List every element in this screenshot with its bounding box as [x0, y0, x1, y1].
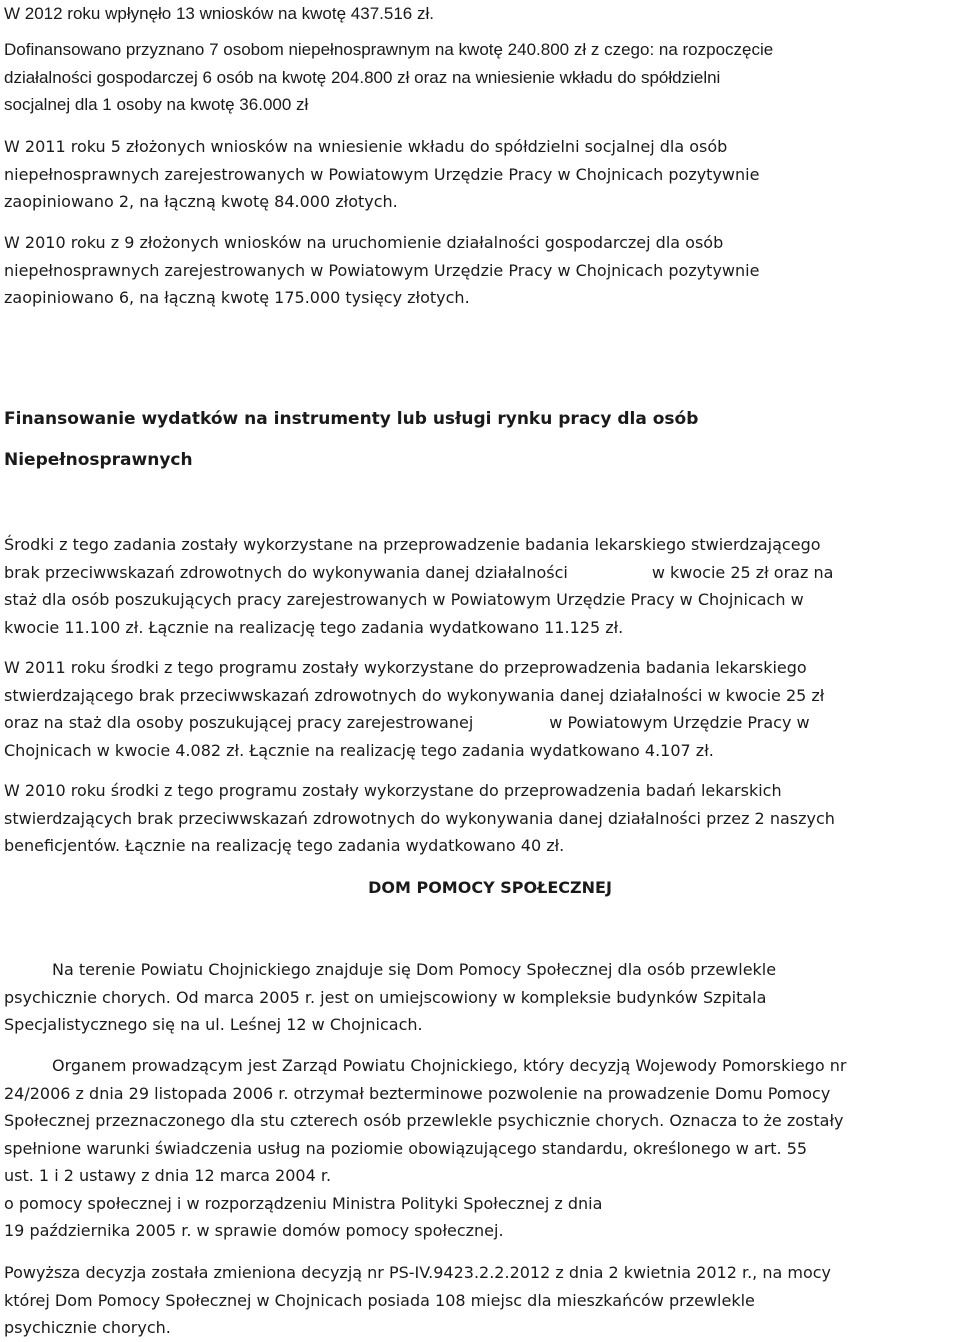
text-line: staż dla osób poszukujących pracy zarejestrowanych w Powiatowym Urzędzie Pracy w Chojnicach w [4, 590, 804, 609]
text-line: psychicznie chorych. Od marca 2005 r. jest on umiejscowiony w kompleksie budynków Szpitala [4, 987, 767, 1007]
text-line: niepełnosprawnych zarejestrowanych w Powiatowym Urzędzie Pracy w Chojnicach pozytywnie [4, 164, 760, 184]
text-line: Środki z tego zadania zostały wykorzystane na przeprowadzenie badania lekarskiego stwierdzającego [4, 535, 821, 554]
paragraph-funds-usage [4, 531, 833, 641]
section-heading-dps: DOM POMOCY SPOŁECZNEJ [368, 878, 612, 897]
paragraph-2010-business [4, 229, 759, 312]
text-line: 19 października 2005 r. w sprawie domów pomocy społecznej. [4, 1221, 504, 1240]
text-line: W 2011 roku środki z tego programu zostały wykorzystane do przeprowadzenia badania lekarskiego [4, 658, 807, 677]
text-line: Społecznej przeznaczonego dla stu czterech osób przewlekle psychicznie chorych. Oznacza to że zostały [4, 1111, 844, 1130]
text-line: 24/2006 z dnia 29 listopada 2006 r. otrzymał bezterminowe pozwolenie na prowadzenie Domu Pomocy [4, 1083, 831, 1103]
text-line: Specjalistycznego się na ul. Leśnej 12 w Chojnicach. [4, 1015, 423, 1034]
text-segment: w Powiatowym Urzędzie Pracy w [549, 713, 810, 732]
paragraph-2011-funds [4, 654, 824, 764]
text-line: zaopiniowano 6, na łączną kwotę 175.000 tysięcy złotych. [4, 288, 470, 307]
heading-line: Finansowanie wydatków na instrumenty lub usługi rynku pracy dla osób [4, 409, 699, 429]
text-line: beneficjentów. Łącznie na realizację tego zadania wydatkowano 40 zł. [4, 836, 565, 855]
text-segment: w kwocie 25 zł oraz na [651, 562, 834, 582]
paragraph-2011-contribution [4, 133, 759, 216]
text-line: niepełnosprawnych zarejestrowanych w Powiatowym Urzędzie Pracy w Chojnicach pozytywnie [4, 260, 760, 280]
text-line: W 2010 roku z 9 złożonych wniosków na uruchomienie działalności gospodarczej dla osób [4, 233, 724, 252]
paragraph-2012-applications [4, 0, 434, 28]
text-line: Na terenie Powiatu Chojnickiego znajduje się Dom Pomocy Społecznej dla osób przewlekle [52, 960, 777, 979]
paragraph-governing-body [4, 1052, 846, 1245]
text-line [4, 709, 824, 737]
heading-line: Niepełnosprawnych [4, 450, 193, 470]
text-line: kwocie 11.100 zł. Łącznie na realizację tego zadania wydatkowano 11.125 zł. [4, 617, 624, 637]
text-segment: oraz na staż dla osoby poszukującej pracy zarejestrowanej [4, 713, 474, 732]
text-line: stwierdzających brak przeciwwskazań zdrowotnych do wykonywania danej działalności przez 2 naszych [4, 808, 835, 828]
section-heading-financing [4, 406, 698, 474]
paragraph-2010-funds [4, 777, 835, 860]
paragraph-decision-change [4, 1259, 831, 1342]
text-line: psychicznie chorych. [4, 1318, 171, 1337]
text-line: spełnione warunki świadczenia usług na poziomie obowiązującego standardu, określonego w art. 55 [4, 1138, 808, 1158]
text-line: W 2010 roku środki z tego programu zostały wykorzystane do przeprowadzenia badań lekarskich [4, 781, 782, 800]
text-line: działalności gospodarczej 6 osób na kwotę 204.800 zł oraz na wniesienie wkładu do spółdzielni [4, 67, 721, 87]
text-line: stwierdzającego brak przeciwwskazań zdrowotnych do wykonywania danej działalności w kwocie 25 zł [4, 685, 825, 705]
text-line: Powyższa decyzja została zmieniona decyzją nr PS-IV.9423.2.2.2012 z dnia 2 kwietnia 2012 r., na mocy [4, 1263, 831, 1282]
text-line: której Dom Pomocy Społecznej w Chojnicach posiada 108 miejsc dla mieszkańców przewlekle [4, 1290, 755, 1310]
text-line: ust. 1 i 2 ustawy z dnia 12 marca 2004 r. [4, 1166, 332, 1185]
paragraph-cofinancing [4, 36, 773, 119]
text-line: zaopiniowano 2, na łączną kwotę 84.000 złotych. [4, 192, 398, 211]
text-line: W 2011 roku 5 złożonych wniosków na wniesienie wkładu do spółdzielni socjalnej dla osób [4, 137, 728, 156]
text-line: Chojnicach w kwocie 4.082 zł. Łącznie na realizację tego zadania wydatkowano 4.107 zł. [4, 740, 714, 760]
text-segment: brak przeciwwskazań zdrowotnych do wykonywania danej działalności [4, 562, 568, 582]
text-line: o pomocy społecznej i w rozporządzeniu Ministra Polityki Społecznej z dnia [4, 1193, 603, 1213]
text-line: Organem prowadzącym jest Zarząd Powiatu Chojnickiego, który decyzją Wojewody Pomorskiego nr [52, 1056, 847, 1075]
text-line: W 2012 roku wpłynęło 13 wniosków na kwotę 437.516 zł. [4, 4, 434, 23]
text-line: socjalnej dla 1 osoby na kwotę 36.000 zł [4, 95, 309, 114]
paragraph-location [4, 956, 776, 1039]
text-line: Dofinansowano przyznano 7 osobom niepełnosprawnym na kwotę 240.800 zł z czego: na rozpoczęcie [4, 40, 774, 59]
text-line [4, 559, 833, 587]
